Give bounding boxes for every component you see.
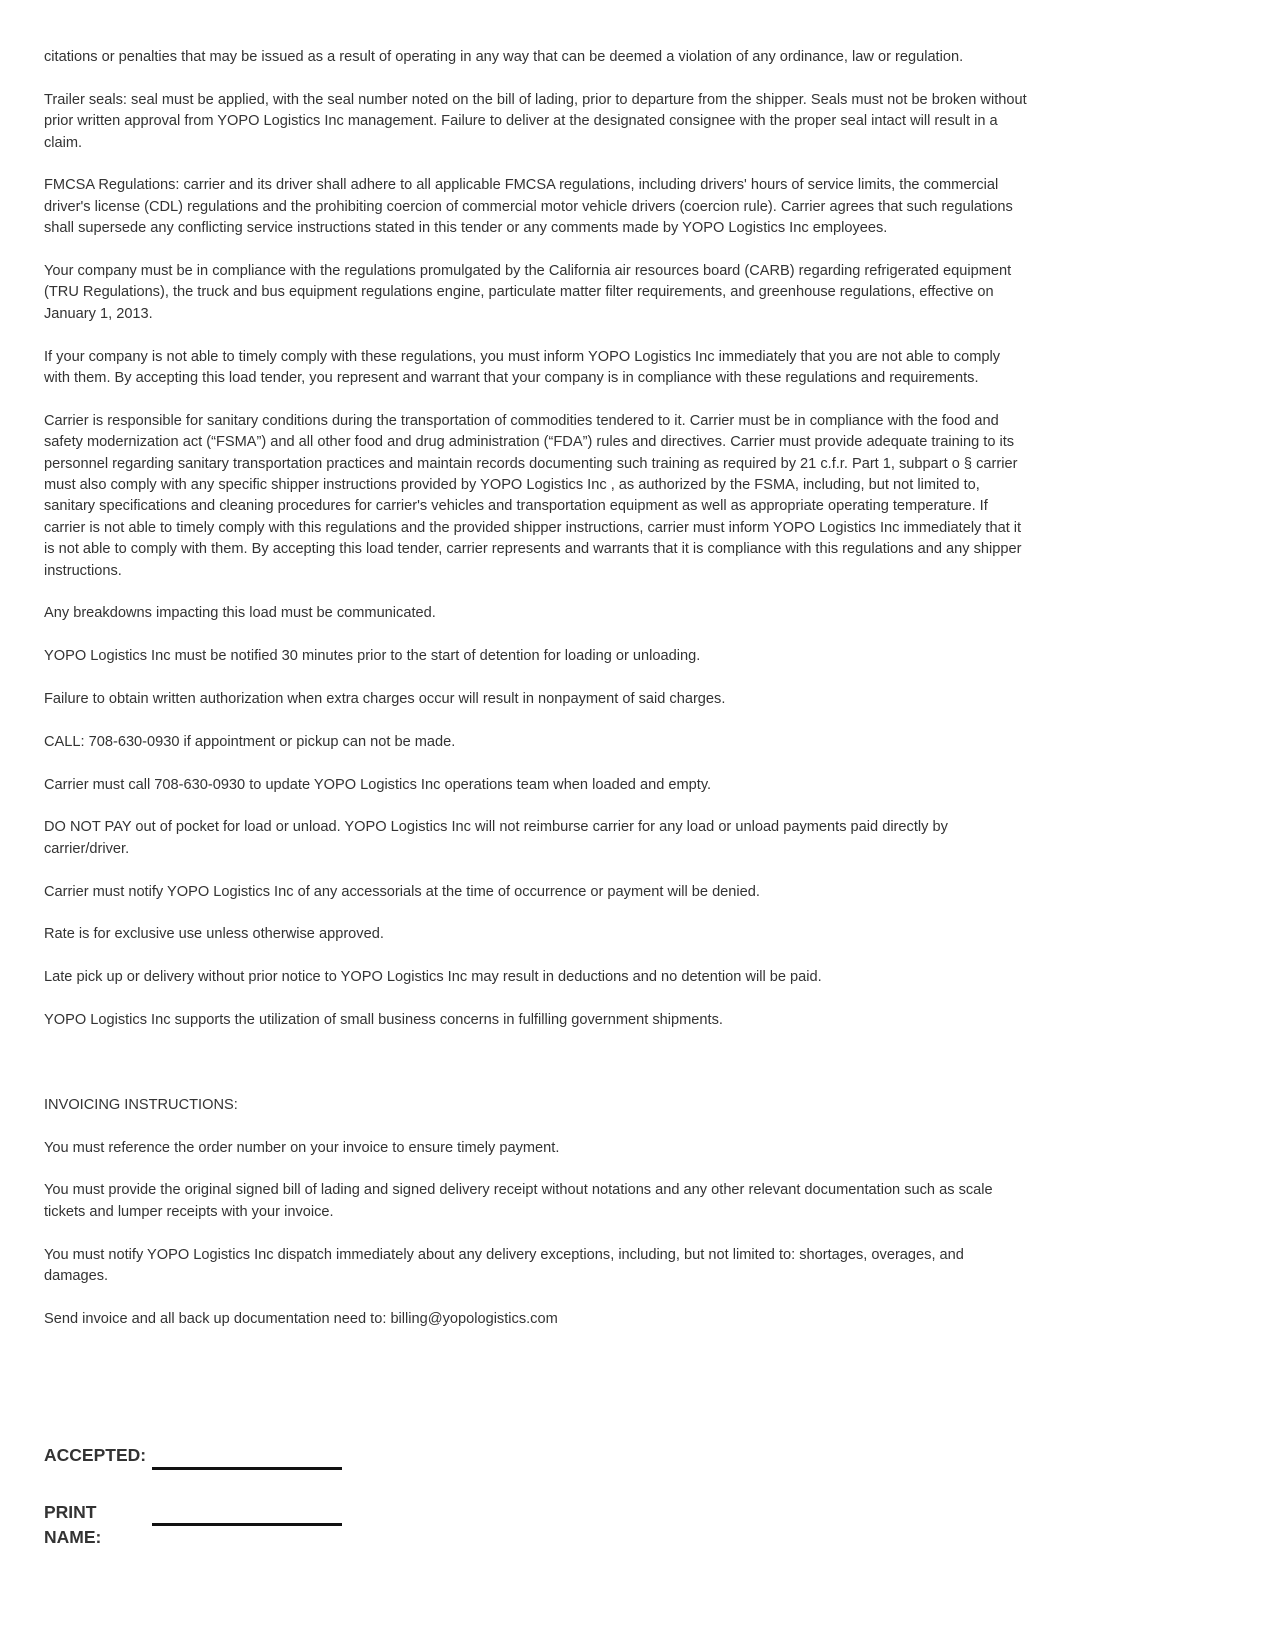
accepted-row bbox=[44, 1443, 444, 1470]
paragraph-exclusive-use: Rate is for exclusive use unless otherwise approved. bbox=[44, 926, 384, 943]
paragraph-carb-compliance: Your company must be in compliance with the regulations promulgated by the California air resources board (CARB) regarding refrigerated equipment (TRU Regulations), the truck and bus equipment regulations engine, particulate matter filter requirements, and greenhouse regulations, effective on January 1, 2013. bbox=[44, 263, 1012, 322]
paragraph-sanitary-fsma: Carrier is responsible for sanitary conditions during the transportation of commodities tendered to it. Carrier must be in compliance with the food and safety modernization act (“FSMA”) and all other food and drug administration (“FDA”) rules and directives. Carrier must provide adequate training to its personnel regarding sanitary transportation practices and maintain records documenting such training as required by 21 c.f.r. Part 1, subpart o § carrier must also comply with any specific shipper instructions provided by YOPO Logistics Inc , as authorized by the FSMA, including, but not limited to, sanitary specifications and cleaning procedures for carrier's vehicles and transportation equipment as well as appropriate operating temperature. If carrier is not able to timely comply with this regulations and the provided shipper instructions, carrier must inform YOPO Logistics Inc immediately that it is not able to comply with them. By accepting this load tender, carrier represents and warrants that it is compliance with this regulations and any shipper instructions. bbox=[44, 412, 1022, 579]
paragraph-extra-charges: Failure to obtain written authorization when extra charges occur will result in nonpayment of said charges. bbox=[44, 691, 726, 708]
invoicing-heading: INVOICING INSTRUCTIONS: bbox=[44, 1096, 238, 1113]
print-name-label-line2: NAME: bbox=[44, 1527, 102, 1547]
paragraph-call-update: Carrier must call 708-630-0930 to update YOPO Logistics Inc operations team when loaded and empty. bbox=[44, 776, 712, 793]
invoicing-send-invoice: Send invoice and all back up documentation need to: billing@yopologistics.com bbox=[44, 1310, 558, 1327]
print-name-label bbox=[44, 1500, 152, 1550]
invoicing-order-number: You must reference the order number on your invoice to ensure timely payment. bbox=[44, 1139, 560, 1156]
paragraph-breakdowns: Any breakdowns impacting this load must be communicated. bbox=[44, 605, 436, 622]
invoicing-bill-of-lading: You must provide the original signed bill of lading and signed delivery receipt without notations and any other relevant documentation such as scale tickets and lumper receipts with your invoice. bbox=[44, 1182, 993, 1220]
paragraph-trailer-seals: Trailer seals: seal must be applied, with the seal number noted on the bill of lading, prior to departure from the shipper. Seals must not be broken without prior written approval from YOPO Logistics Inc management. Failure to deliver at the designated consignee with the proper seal intact will result in a claim. bbox=[44, 91, 1027, 151]
paragraph-fmcsa-regulations: FMCSA Regulations: carrier and its driver shall adhere to all applicable FMCSA regulations, including drivers' hours of service limits, the commercial driver's license (CDL) regulations and the prohibiting coercion of commercial motor vehicle drivers (coercion rule). Carrier agrees that such regulations shall supersede any conflicting service instructions stated in this tender or any comments made by YOPO Logistics Inc employees. bbox=[44, 177, 1013, 237]
signature-block bbox=[44, 1443, 444, 1550]
section-spacer bbox=[44, 1053, 1029, 1095]
accepted-label: ACCEPTED: bbox=[44, 1445, 147, 1465]
paragraph-detention-notice: YOPO Logistics Inc must be notified 30 minutes prior to the start of detention for loading or unloading. bbox=[44, 648, 701, 665]
paragraph-accessorials: Carrier must notify YOPO Logistics Inc of any accessorials at the time of occurrence or payment will be denied. bbox=[44, 883, 760, 900]
paragraph-do-not-pay: DO NOT PAY out of pocket for load or unload. YOPO Logistics Inc will not reimburse carrier for any load or unload payments paid directly by carrier/driver. bbox=[44, 819, 948, 857]
accepted-signature-line[interactable] bbox=[152, 1443, 342, 1470]
paragraph-small-business: YOPO Logistics Inc supports the utilization of small business concerns in fulfilling government shipments. bbox=[44, 1012, 723, 1029]
paragraph-call-appointment: CALL: 708-630-0930 if appointment or pickup can not be made. bbox=[44, 733, 456, 750]
print-name-label-line1: PRINT bbox=[44, 1502, 97, 1522]
print-name-line[interactable] bbox=[152, 1500, 342, 1526]
print-name-row bbox=[44, 1500, 444, 1550]
paragraph-compliance-notice: If your company is not able to timely comply with these regulations, you must inform YOPO Logistics Inc immediately that you are not able to comply with them. By accepting this load tender, you represent and warrant that your company is in compliance with these regulations and requirements. bbox=[44, 348, 1001, 387]
paragraph-late-pickup: Late pick up or delivery without prior notice to YOPO Logistics Inc may result in deductions and no detention will be paid. bbox=[44, 969, 822, 986]
invoicing-delivery-exceptions: You must notify YOPO Logistics Inc dispatch immediately about any delivery exceptions, including, but not limited to: shortages, overages, and damages. bbox=[44, 1246, 964, 1285]
paragraph-citations: citations or penalties that may be issued as a result of operating in any way that can be deemed a violation of any ordinance, law or regulation. bbox=[44, 49, 964, 65]
document-body bbox=[44, 47, 1029, 1352]
